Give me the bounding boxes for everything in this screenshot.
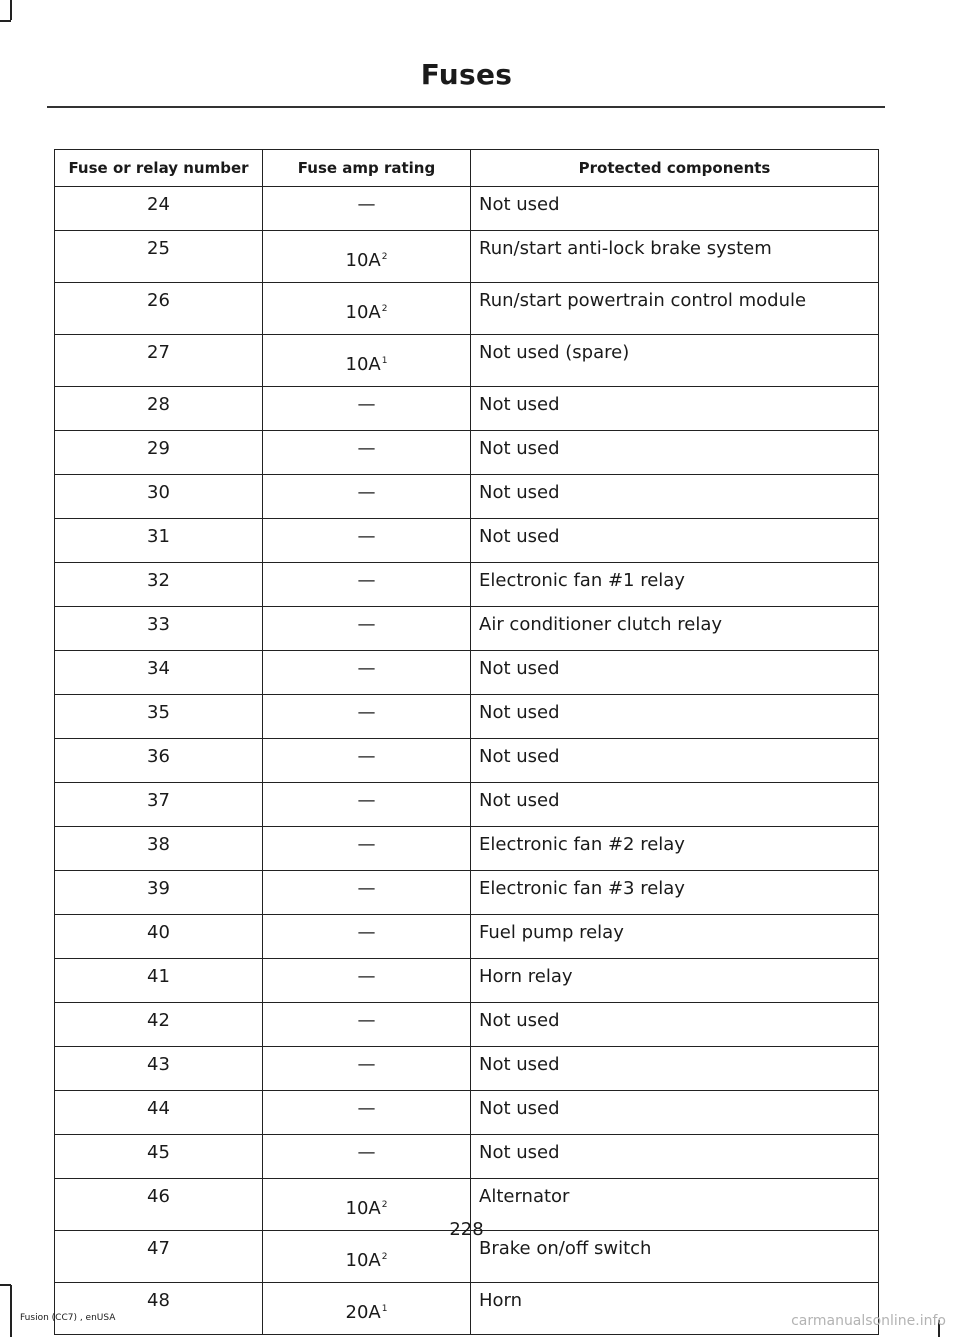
protected-component-cell: Not used [471, 783, 879, 827]
fuse-number-cell: 36 [55, 739, 263, 783]
amp-rating-value: — [357, 1098, 376, 1119]
amp-rating-cell [263, 739, 471, 783]
column-header-fuse-number: Fuse or relay number [55, 150, 263, 187]
fuse-number-cell: 33 [55, 607, 263, 651]
protected-component-cell: Horn [471, 1283, 879, 1335]
fuse-number-cell: 30 [55, 475, 263, 519]
amp-rating-value: 10A [345, 250, 381, 271]
fuse-number-cell: 26 [55, 283, 263, 335]
protected-component-cell: Brake on/off switch [471, 1231, 879, 1283]
amp-rating-value: — [357, 658, 376, 679]
table-header-row [55, 150, 879, 187]
amp-rating-value: — [357, 746, 376, 767]
fuse-number-cell: 42 [55, 1003, 263, 1047]
protected-component-cell: Not used [471, 1091, 879, 1135]
amp-rating-cell [263, 1283, 471, 1335]
protected-component-cell: Not used [471, 695, 879, 739]
fuse-number-cell: 34 [55, 651, 263, 695]
fuse-number-cell: 28 [55, 387, 263, 431]
column-header-protected-components: Protected components [471, 150, 879, 187]
amp-rating-value: — [357, 702, 376, 723]
amp-rating-value: — [357, 1142, 376, 1163]
fuse-number-cell: 46 [55, 1179, 263, 1231]
amp-rating-cell [263, 607, 471, 651]
fuse-number-cell: 40 [55, 915, 263, 959]
table-row [55, 1003, 879, 1047]
table-row [55, 739, 879, 783]
footnote-marker: 2 [381, 1200, 388, 1210]
crop-mark-bottom-left-horizontal [0, 1284, 11, 1286]
amp-rating-cell [263, 783, 471, 827]
amp-rating-cell [263, 915, 471, 959]
fuse-number-cell: 35 [55, 695, 263, 739]
amp-rating-cell [263, 1047, 471, 1091]
amp-rating-cell [263, 563, 471, 607]
fuse-table-body [55, 187, 879, 1335]
table-row [55, 607, 879, 651]
page-title: Fuses [420, 58, 513, 91]
fuse-number-cell: 31 [55, 519, 263, 563]
amp-rating-value: — [357, 922, 376, 943]
footnote-marker: 2 [381, 1252, 388, 1262]
protected-component-cell: Electronic fan #2 relay [471, 827, 879, 871]
amp-rating-cell [263, 387, 471, 431]
amp-rating-cell [263, 651, 471, 695]
crop-mark-top-left-horizontal [0, 20, 11, 22]
amp-rating-cell [263, 1135, 471, 1179]
protected-component-cell: Run/start anti-lock brake system [471, 231, 879, 283]
amp-rating-cell [263, 187, 471, 231]
protected-component-cell: Not used [471, 519, 879, 563]
table-row [55, 871, 879, 915]
amp-rating-value: — [357, 570, 376, 591]
amp-rating-value: — [357, 790, 376, 811]
table-row [55, 1135, 879, 1179]
amp-rating-cell [263, 283, 471, 335]
protected-component-cell: Fuel pump relay [471, 915, 879, 959]
watermark: carmanualsonline.info [791, 1313, 946, 1329]
protected-component-cell: Not used (spare) [471, 335, 879, 387]
protected-component-cell: Air conditioner clutch relay [471, 607, 879, 651]
fuse-number-cell: 48 [55, 1283, 263, 1335]
column-header-amp-rating: Fuse amp rating [263, 150, 471, 187]
amp-rating-cell [263, 695, 471, 739]
fuse-number-cell: 44 [55, 1091, 263, 1135]
fuse-number-cell: 29 [55, 431, 263, 475]
footnote-marker: 2 [381, 304, 388, 314]
table-row [55, 827, 879, 871]
table-row [55, 1091, 879, 1135]
table-row [55, 783, 879, 827]
table-row [55, 387, 879, 431]
amp-rating-value: — [357, 966, 376, 987]
fuse-number-cell: 37 [55, 783, 263, 827]
protected-component-cell: Not used [471, 431, 879, 475]
amp-rating-cell [263, 231, 471, 283]
crop-mark-bottom-left [10, 1285, 12, 1337]
table-row [55, 335, 879, 387]
footnote-marker: 2 [381, 252, 388, 262]
table-row [55, 651, 879, 695]
fuse-number-cell: 43 [55, 1047, 263, 1091]
protected-component-cell: Run/start powertrain control module [471, 283, 879, 335]
fuse-number-cell: 32 [55, 563, 263, 607]
amp-rating-value: 10A [345, 302, 381, 323]
table-row [55, 231, 879, 283]
footnote-marker: 1 [381, 1304, 388, 1314]
amp-rating-value: — [357, 482, 376, 503]
protected-component-cell: Not used [471, 651, 879, 695]
crop-mark-top-left [10, 0, 12, 20]
protected-component-cell: Not used [471, 1047, 879, 1091]
protected-component-cell: Electronic fan #1 relay [471, 563, 879, 607]
document-footer: Fusion (CC7) , enUSA [20, 1313, 116, 1323]
table-row [55, 1047, 879, 1091]
protected-component-cell: Electronic fan #3 relay [471, 871, 879, 915]
amp-rating-cell [263, 519, 471, 563]
amp-rating-value: — [357, 878, 376, 899]
amp-rating-cell [263, 335, 471, 387]
protected-component-cell: Not used [471, 1135, 879, 1179]
fuse-number-cell: 39 [55, 871, 263, 915]
amp-rating-value: — [357, 394, 376, 415]
amp-rating-cell [263, 871, 471, 915]
table-row [55, 431, 879, 475]
protected-component-cell: Not used [471, 387, 879, 431]
amp-rating-value: — [357, 1054, 376, 1075]
title-divider [47, 106, 885, 108]
amp-rating-value: 20A [345, 1302, 381, 1323]
protected-component-cell: Not used [471, 739, 879, 783]
amp-rating-value: 10A [345, 1250, 381, 1271]
fuse-number-cell: 38 [55, 827, 263, 871]
protected-component-cell: Horn relay [471, 959, 879, 1003]
protected-component-cell: Not used [471, 187, 879, 231]
amp-rating-value: — [357, 614, 376, 635]
table-row [55, 1283, 879, 1335]
amp-rating-value: — [357, 194, 376, 215]
amp-rating-cell [263, 827, 471, 871]
table-row [55, 695, 879, 739]
table-row [55, 915, 879, 959]
table-row [55, 519, 879, 563]
fuse-number-cell: 27 [55, 335, 263, 387]
protected-component-cell: Alternator [471, 1179, 879, 1231]
footnote-marker: 1 [381, 356, 388, 366]
fuse-number-cell: 47 [55, 1231, 263, 1283]
table-row [55, 475, 879, 519]
amp-rating-value: 10A [345, 1198, 381, 1219]
amp-rating-cell [263, 959, 471, 1003]
amp-rating-value: — [357, 526, 376, 547]
table-row [55, 283, 879, 335]
table-row [55, 187, 879, 231]
amp-rating-cell [263, 431, 471, 475]
fuse-table [54, 149, 879, 1335]
amp-rating-value: — [357, 438, 376, 459]
page-number: 228 [449, 1219, 484, 1240]
table-row [55, 563, 879, 607]
protected-component-cell: Not used [471, 475, 879, 519]
fuse-number-cell: 41 [55, 959, 263, 1003]
amp-rating-cell [263, 1003, 471, 1047]
fuse-number-cell: 45 [55, 1135, 263, 1179]
amp-rating-cell [263, 475, 471, 519]
amp-rating-value: — [357, 1010, 376, 1031]
fuse-number-cell: 25 [55, 231, 263, 283]
fuse-number-cell: 24 [55, 187, 263, 231]
amp-rating-cell [263, 1091, 471, 1135]
table-row [55, 959, 879, 1003]
protected-component-cell: Not used [471, 1003, 879, 1047]
amp-rating-value: — [357, 834, 376, 855]
amp-rating-value: 10A [345, 354, 381, 375]
